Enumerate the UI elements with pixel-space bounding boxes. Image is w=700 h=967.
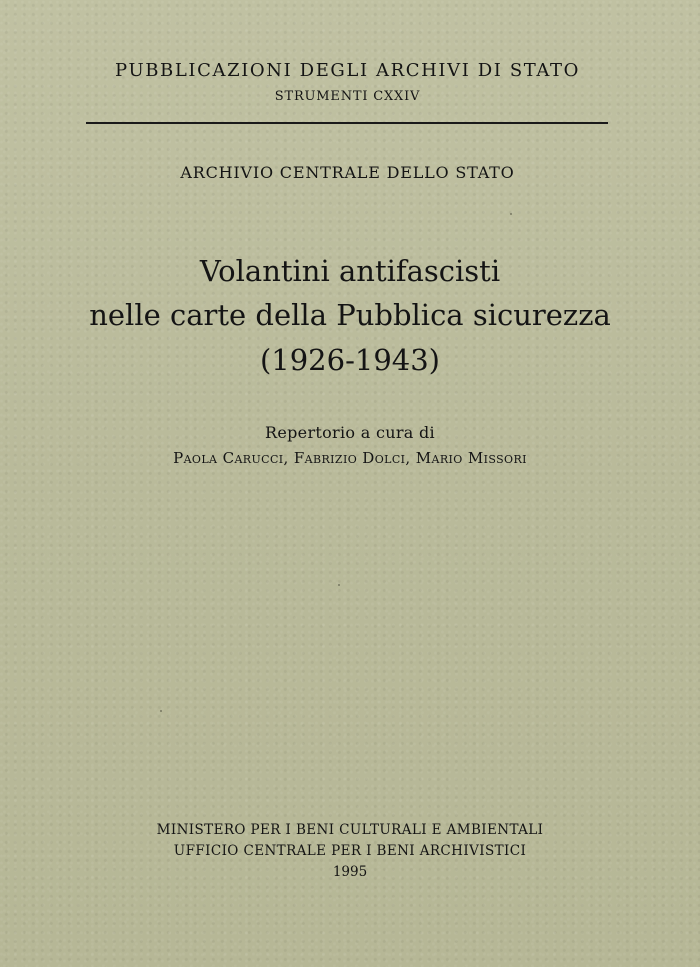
publication-year: 1995 [332,864,368,880]
series-title: PUBBLICAZIONI DEGLI ARCHIVI DI STATO [115,60,580,81]
horizontal-rule [86,122,608,124]
paper-speck [160,710,162,712]
paper-speck [510,213,512,215]
title-line-1: Volantini antifascisti [199,254,501,288]
paper-speck [338,584,340,586]
publisher-line-1: MINISTERO PER I BENI CULTURALI E AMBIENTALI [156,822,544,838]
institution-name: ARCHIVIO CENTRALE DELLO STATO [180,163,515,182]
curator-label: Repertorio a cura di [265,423,435,442]
title-line-2: nelle carte della Pubblica sicurezza [89,298,611,332]
authors: Paola Carucci, Fabrizio Dolci, Mario Missori [173,449,527,467]
series-subtitle: STRUMENTI CXXIV [274,89,421,104]
title-line-3: (1926-1943) [259,343,441,377]
publisher-line-2: UFFICIO CENTRALE PER I BENI ARCHIVISTICI [173,843,527,859]
